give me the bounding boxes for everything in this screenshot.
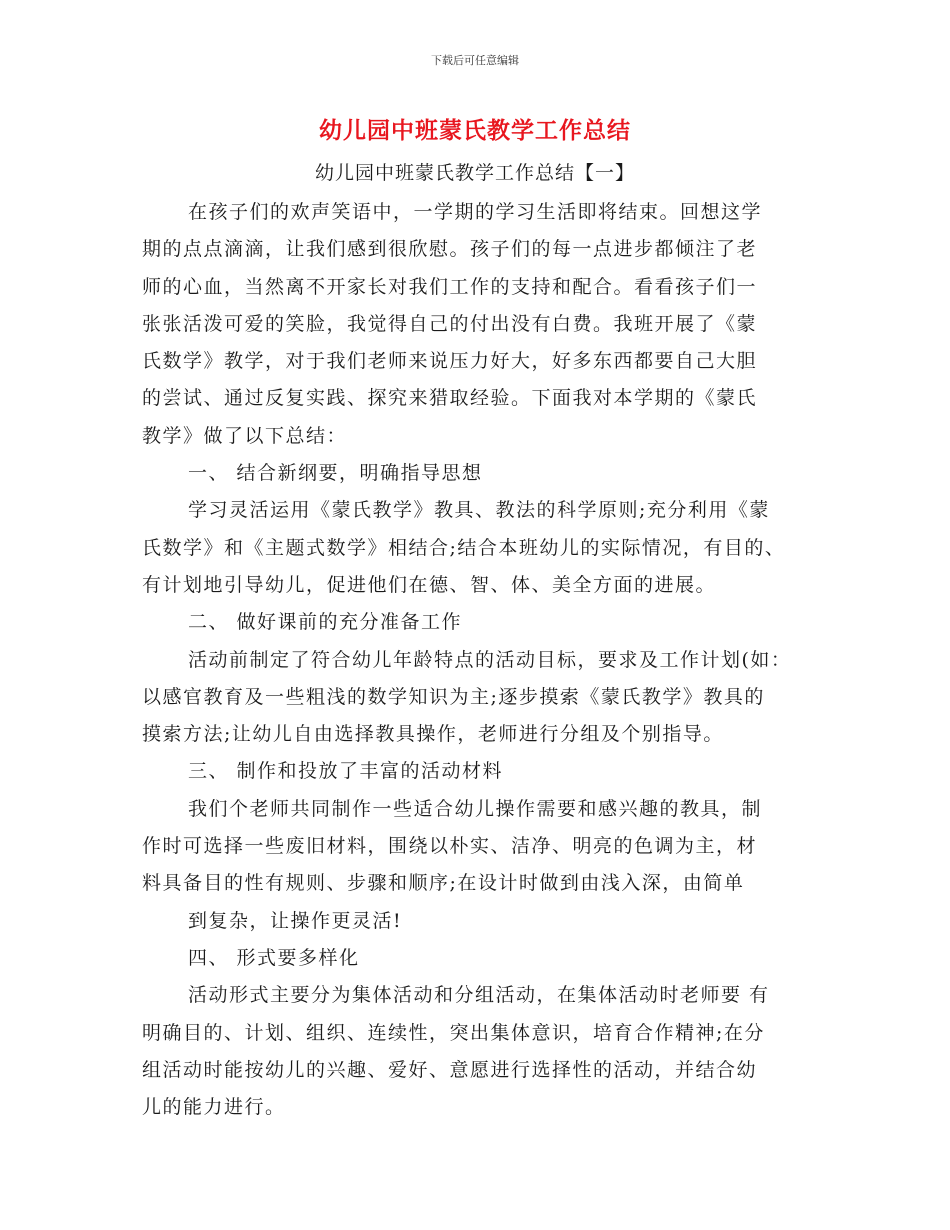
page-header-note: 下载后可任意编辑 bbox=[431, 54, 519, 67]
paragraph-line: 教学》做了以下总结： bbox=[142, 424, 348, 447]
section-heading: 一、 结合新纲要，明确指导思想 bbox=[188, 462, 483, 485]
paragraph-line: 料具备目的性有规则、步骤和顺序;在设计时做到由浅入深，由简单 bbox=[142, 872, 745, 895]
document-body bbox=[142, 194, 832, 1126]
paragraph-line: 我们个老师共同制作一些适合幼儿操作需要和感兴趣的教具，制 bbox=[188, 797, 763, 820]
paragraph-line: 氏数学》和《主题式数学》相结合;结合本班幼儿的实际情况，有目的、 bbox=[142, 536, 786, 559]
paragraph-line: 有计划地引导幼儿，促进他们在德、智、体、美全方面的进展。 bbox=[142, 573, 717, 596]
paragraph-line: 明确目的、计划、组织、连续性，突出集体意识，培育合作精神;在分 bbox=[142, 1021, 765, 1044]
section-heading: 二、 做好课前的充分准备工作 bbox=[188, 611, 463, 634]
paragraph-line: 以感官教育及一些粗浅的数学知识为主;逐步摸索《蒙氏教学》教具的 bbox=[142, 685, 765, 708]
paragraph-line: 的尝试、通过反复实践、探究来猎取经验。下面我对本学期的《蒙氏 bbox=[142, 387, 758, 410]
paragraph-line: 儿的能力进行。 bbox=[142, 1096, 286, 1119]
paragraph-line: 师的心血，当然离不开家长对我们工作的支持和配合。看看孩子们一 bbox=[142, 275, 758, 298]
paragraph-line: 到复杂，让操作更灵活! bbox=[188, 909, 403, 932]
paragraph-line: 组活动时能按幼儿的兴趣、爱好、意愿进行选择性的活动，并结合幼 bbox=[142, 1058, 758, 1081]
paragraph-line: 氏数学》教学，对于我们老师来说压力好大，好多东西都要自己大胆 bbox=[142, 350, 758, 373]
section-heading: 四、 形式要多样化 bbox=[188, 946, 360, 969]
section-heading: 三、 制作和投放了丰富的活动材料 bbox=[188, 760, 504, 783]
document-title: 幼儿园中班蒙氏教学工作总结 bbox=[319, 118, 631, 144]
paragraph-line: 作时可选择一些废旧材料，围绕以朴实、洁净、明亮的色调为主，材 bbox=[142, 835, 758, 858]
paragraph-line: 活动前制定了符合幼儿年龄特点的活动目标，要求及工作计划(如： bbox=[188, 648, 792, 671]
paragraph-line: 在孩子们的欢声笑语中，一学期的学习生活即将结束。回想这学 bbox=[188, 201, 763, 223]
paragraph-line: 摸索方法;让幼儿自由选择教具操作，老师进行分组及个别指导。 bbox=[142, 723, 724, 746]
paragraph-line: 期的点点滴滴，让我们感到很欣慰。孩子们的每一点进步都倾注了老 bbox=[142, 238, 758, 261]
paragraph-line: 学习灵活运用《蒙氏教学》教具、教法的科学原则;充分利用《蒙 bbox=[188, 499, 770, 522]
paragraph-line: 张张活泼可爱的笑脸，我觉得自己的付出没有白费。我班开展了《蒙 bbox=[142, 312, 758, 335]
document-subtitle: 幼儿园中班蒙氏教学工作总结【一】 bbox=[314, 162, 635, 184]
paragraph-line: 活动形式主要分为集体活动和分组活动，在集体活动时老师要 有 bbox=[188, 984, 770, 1007]
